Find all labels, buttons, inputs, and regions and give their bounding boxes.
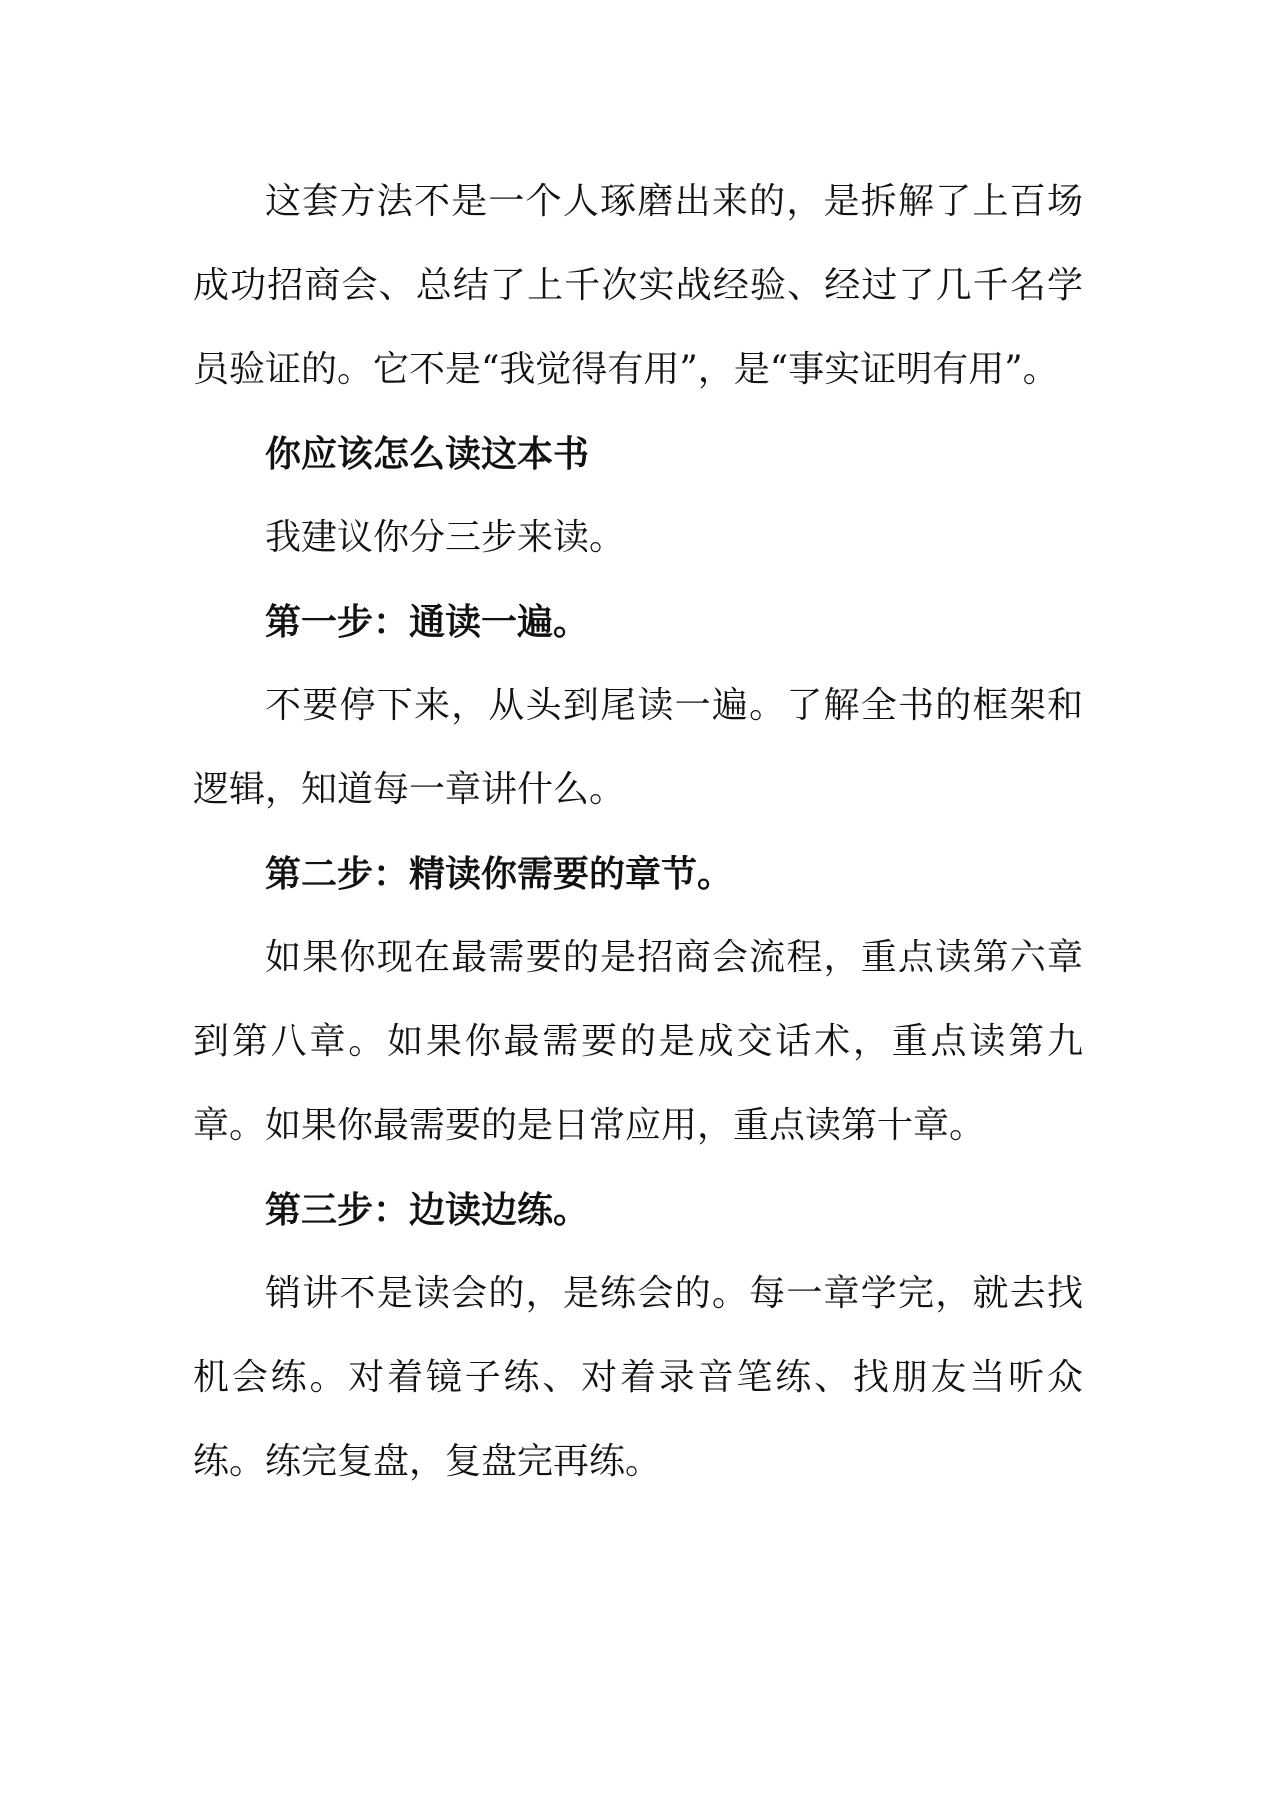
paragraph-method-origin: 这套方法不是一个人琢磨出来的，是拆解了上百场成功招商会、总结了上千次实战经验、经过了几千名学员验证的。它不是“我觉得有用”，是“事实证明有用”。 [193,181,1083,390]
section-heading-how-to-read: 你应该怎么读这本书 [265,433,590,475]
step-two-heading: 第二步：精读你需要的章节。 [265,853,734,895]
paragraph-step-three: 销讲不是读会的，是练会的。每一章学完，就去找机会练。对着镜子练、对着录音笔练、找朋友当听众练。练完复盘，复盘完再练。 [193,1273,1083,1482]
step-one-heading: 第一步：通读一遍。 [265,601,590,643]
paragraph-three-steps-intro: 我建议你分三步来读。 [265,517,626,558]
paragraph-step-one: 不要停下来，从头到尾读一遍。了解全书的框架和逻辑，知道每一章讲什么。 [193,685,1083,810]
document-body [193,160,1083,1504]
paragraph-step-two: 如果你现在最需要的是招商会流程，重点读第六章到第八章。如果你最需要的是成交话术，重点读第九章。如果你最需要的是日常应用，重点读第十章。 [193,937,1083,1146]
step-three-heading: 第三步：边读边练。 [265,1189,590,1231]
